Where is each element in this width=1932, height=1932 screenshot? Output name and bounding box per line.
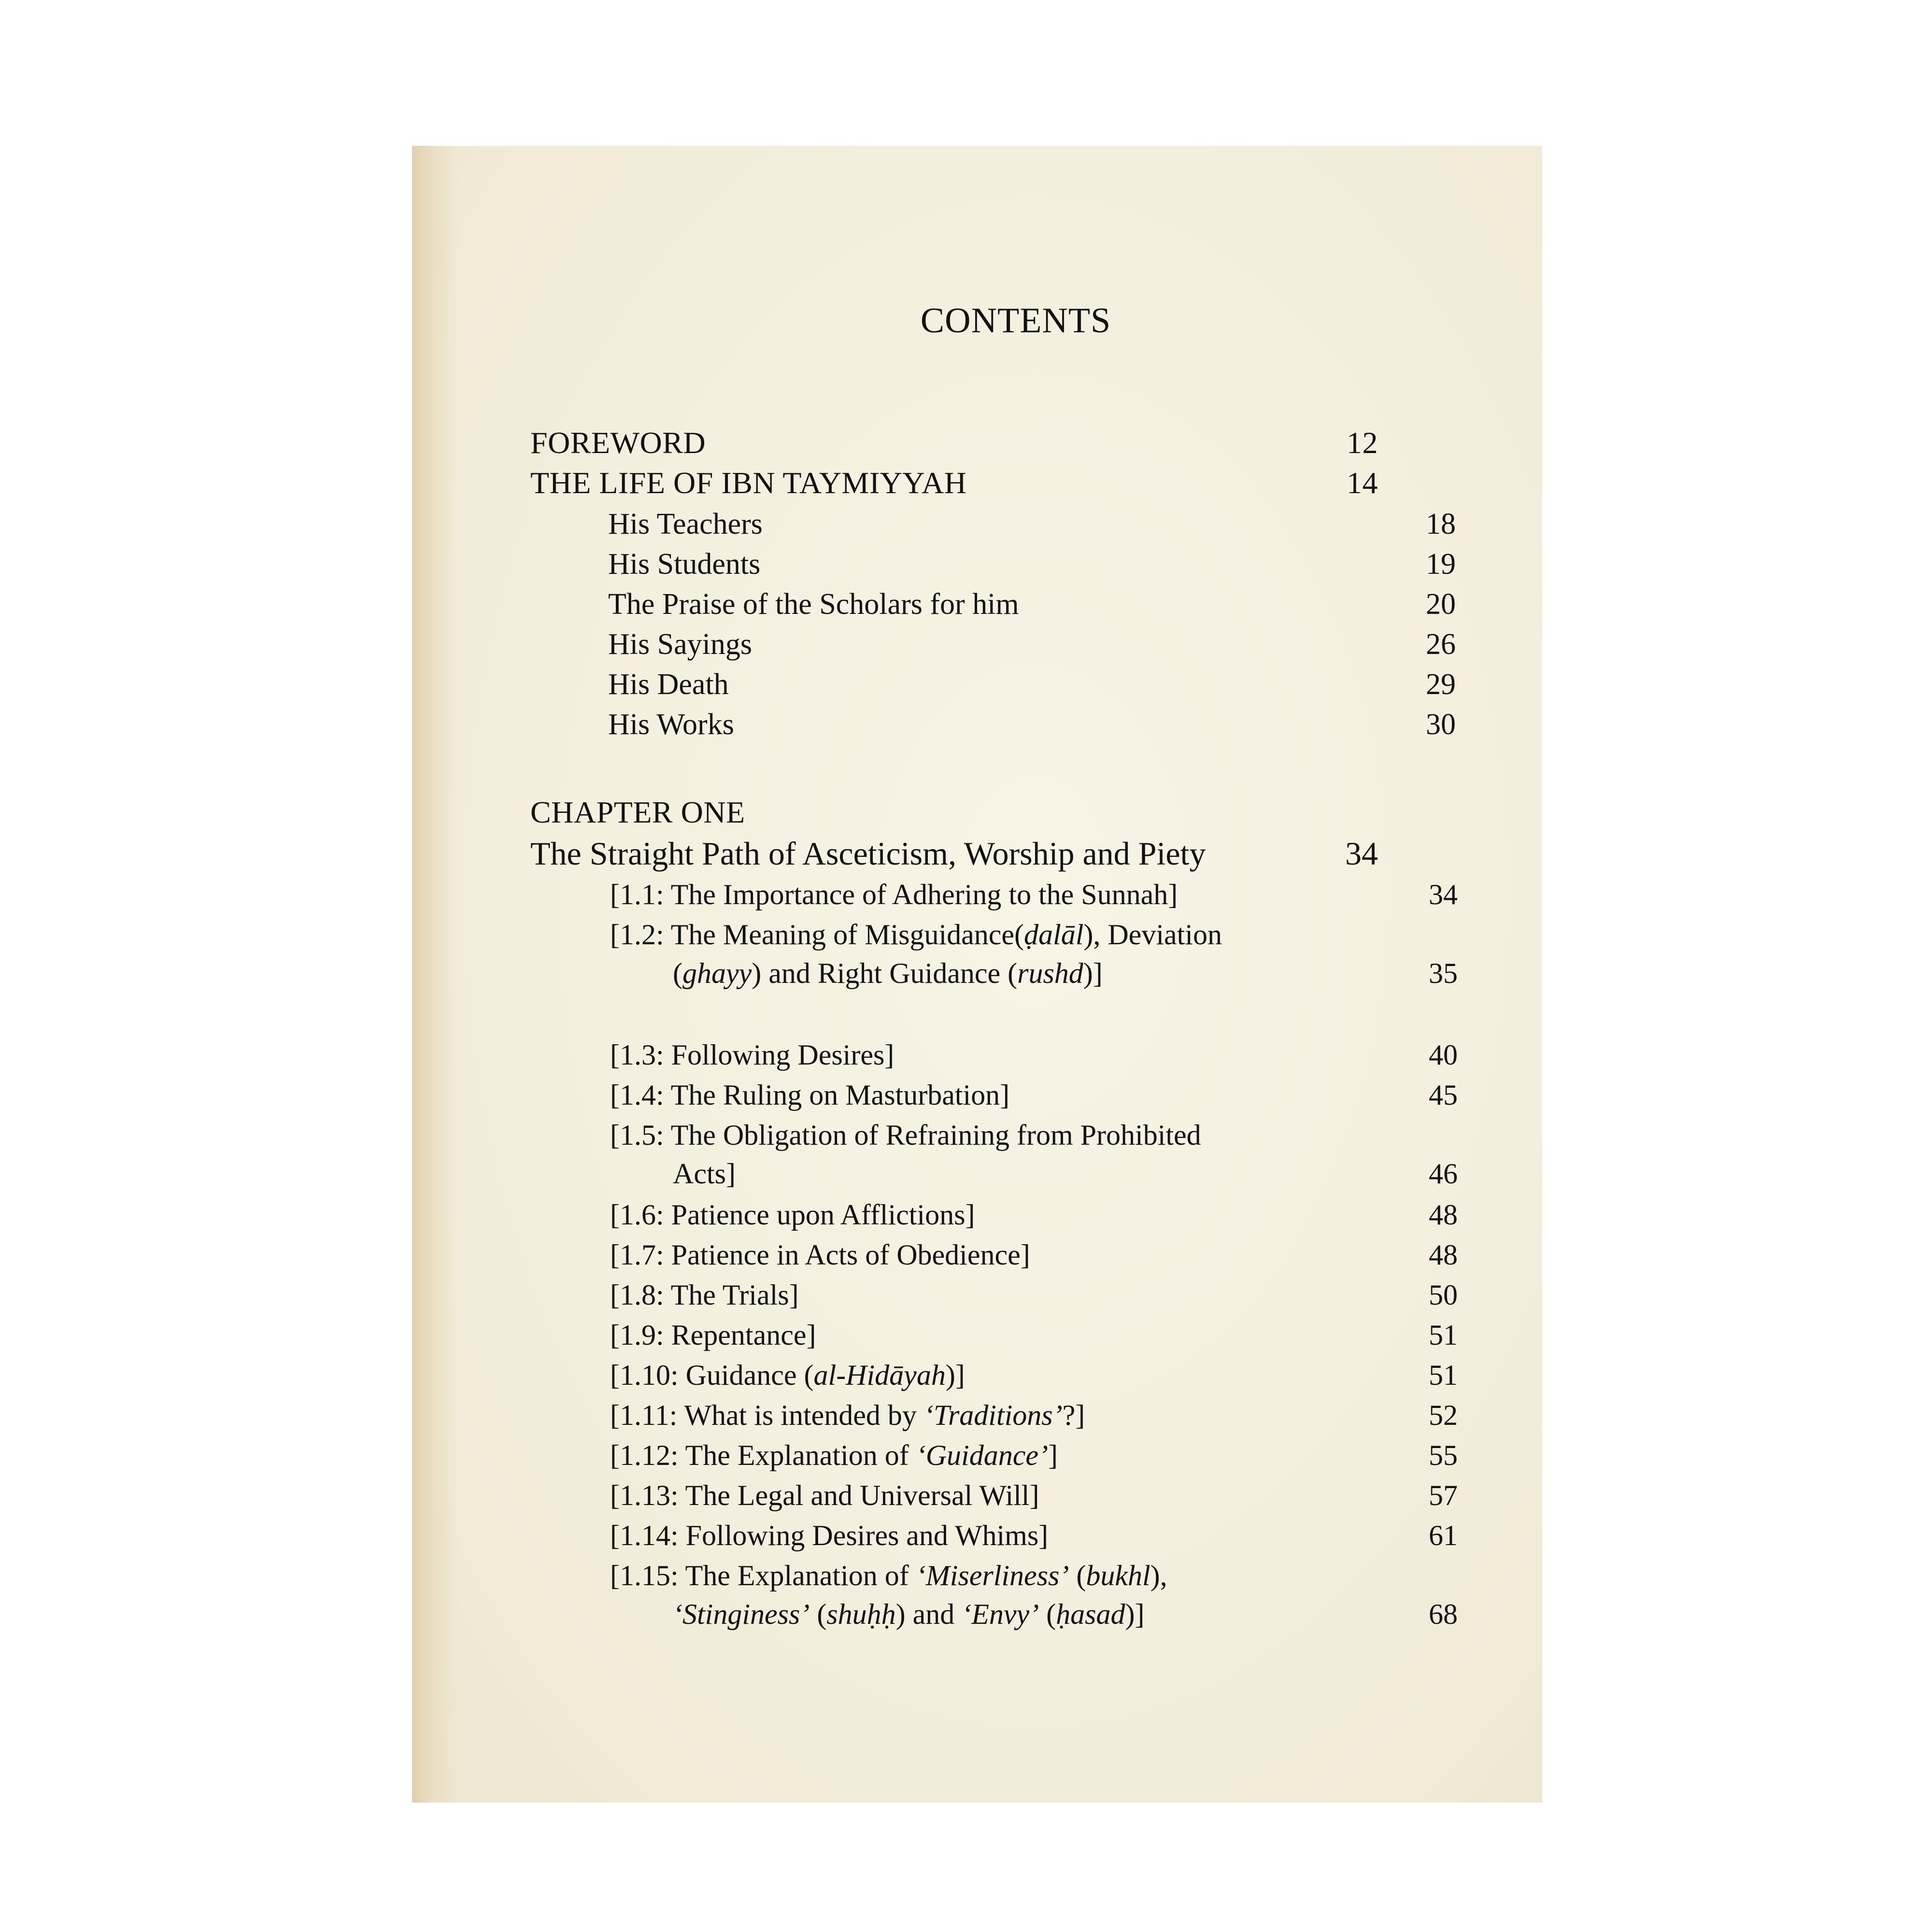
entry-label: The Straight Path of Asceticism, Worship and Piety <box>530 835 1206 872</box>
entry-label: [1.14: Following Desires and Whims] <box>610 1520 1049 1551</box>
entry-label: His Death <box>608 668 729 701</box>
entry-page: 35 <box>1429 957 1458 989</box>
entry-page: 51 <box>1429 1319 1458 1351</box>
entry-label: [1.6: Patience upon Afflictions] <box>610 1199 975 1231</box>
term-stinginess: ‘Stinginess’ <box>673 1598 810 1630</box>
entry-page: 14 <box>1347 466 1378 500</box>
entry-page: 55 <box>1429 1439 1458 1471</box>
entry-label: His Teachers <box>608 508 763 540</box>
entry-label: [1.1: The Importance of Adhering to the Sunnah] <box>610 879 1178 910</box>
entry-label-line-1: [1.15: The Explanation of ‘Miserliness’ (bukhl), <box>610 1560 1167 1591</box>
entry-label: His Students <box>608 548 761 581</box>
entry-label: [1.9: Repentance] <box>610 1319 816 1351</box>
term-rushd: rushd <box>1017 957 1083 989</box>
entry-label-line-1: [1.2: The Meaning of Misguidance(ḍalāl), Deviation <box>610 919 1222 951</box>
term-ghayy: ghayy <box>682 957 752 989</box>
entry-page: 52 <box>1429 1399 1458 1431</box>
entry-page: 48 <box>1429 1199 1458 1231</box>
term-al-hidayah: al-Hidāyah <box>813 1359 946 1391</box>
entry-label: His Works <box>608 708 734 741</box>
entry-page: 34 <box>1345 835 1378 872</box>
contents-title: CONTENTS <box>920 301 1111 341</box>
entry-label-line-2: (ghayy) and Right Guidance (rushd)] <box>673 957 1103 989</box>
entry-label: [1.12: The Explanation of ‘Guidance’] <box>610 1439 1058 1471</box>
entry-label-line-2: Acts] <box>673 1158 736 1190</box>
entry-label: [1.11: What is intended by ‘Traditions’?] <box>610 1399 1085 1431</box>
entry-page: 50 <box>1429 1279 1458 1311</box>
entry-label-line-1: [1.5: The Obligation of Refraining from Prohibited <box>610 1119 1201 1151</box>
entry-page: 45 <box>1429 1079 1458 1111</box>
entry-page: 12 <box>1347 426 1378 460</box>
entry-page: 51 <box>1429 1359 1458 1391</box>
entry-page: 61 <box>1429 1520 1458 1551</box>
term-envy: ‘Envy’ <box>962 1598 1039 1630</box>
toc-entry-1-2 <box>610 915 1458 993</box>
entry-page: 30 <box>1426 708 1456 741</box>
term-bukhl: bukhl <box>1086 1560 1151 1591</box>
entry-page: 20 <box>1426 588 1456 621</box>
entry-page: 19 <box>1426 548 1456 581</box>
term-miserliness: ‘Miserliness’ <box>916 1560 1069 1591</box>
toc-entry-1-15 <box>610 1556 1458 1634</box>
term-dalal: ḍalāl <box>1024 919 1084 951</box>
page-gutter-shadow <box>412 146 458 1803</box>
book-page <box>412 146 1542 1803</box>
toc-entry-1-5 <box>610 1116 1458 1193</box>
entry-label: FOREWORD <box>530 426 706 460</box>
entry-page: 26 <box>1426 628 1456 661</box>
entry-page: 48 <box>1429 1239 1458 1271</box>
term-traditions: ‘Traditions’ <box>923 1399 1063 1431</box>
entry-page: 18 <box>1426 508 1456 540</box>
chapter-heading-label: CHAPTER ONE <box>530 795 745 829</box>
term-shuhh: shuḥḥ <box>826 1598 896 1630</box>
entry-label: [1.7: Patience in Acts of Obedience] <box>610 1239 1030 1271</box>
entry-page: 40 <box>1429 1039 1458 1071</box>
entry-label: [1.4: The Ruling on Masturbation] <box>610 1079 1010 1111</box>
entry-label: [1.8: The Trials] <box>610 1279 799 1311</box>
entry-page: 29 <box>1426 668 1456 701</box>
entry-label: THE LIFE OF IBN TAYMIYYAH <box>530 466 967 500</box>
entry-page: 34 <box>1429 879 1458 910</box>
entry-page: 68 <box>1429 1598 1458 1630</box>
entry-label: His Sayings <box>608 628 752 661</box>
entry-page: 57 <box>1429 1479 1458 1511</box>
entry-label: [1.13: The Legal and Universal Will] <box>610 1479 1039 1511</box>
entry-label: [1.10: Guidance (al-Hidāyah)] <box>610 1359 965 1391</box>
entry-page: 46 <box>1429 1158 1458 1190</box>
entry-label: [1.3: Following Desires] <box>610 1039 895 1071</box>
term-hasad: ḥasad <box>1056 1598 1125 1630</box>
term-guidance: ‘Guidance’ <box>916 1439 1048 1471</box>
entry-label: The Praise of the Scholars for him <box>608 588 1019 621</box>
entry-label-line-2: ‘Stinginess’ (shuḥḥ) and ‘Envy’ (ḥasad)] <box>673 1598 1145 1630</box>
